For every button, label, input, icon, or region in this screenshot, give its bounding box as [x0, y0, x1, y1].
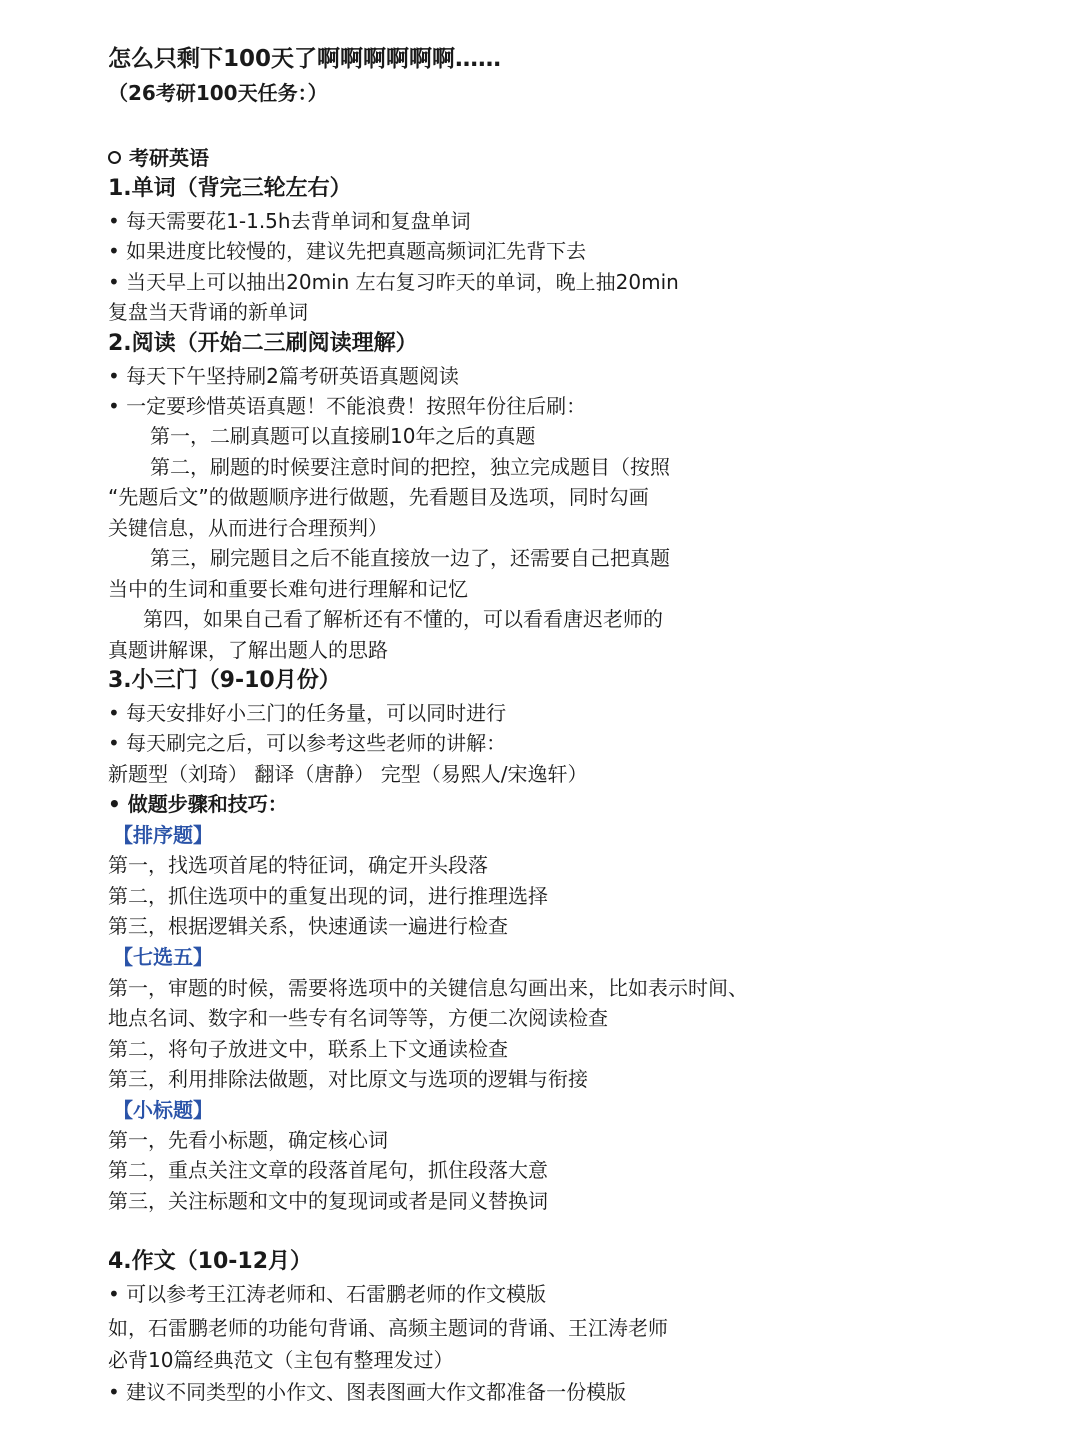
text-line: “先题后文”的做题顺序进行做题，先看题目及选项，同时勾画 — [108, 485, 649, 509]
text-line: 第一，审题的时候，需要将选项中的关键信息勾画出来，比如表示时间、 — [108, 976, 748, 1000]
text-line: 第三，关注标题和文中的复现词或者是同义替换词 — [108, 1189, 548, 1213]
heading-minor-sections: 3.小三门（9-10月份） — [108, 668, 341, 693]
text-line: 新题型（刘琦） 翻译（唐静） 完型（易熙人/宋逸轩） — [108, 762, 588, 786]
tag-seven-choose-five: 【七选五】 — [113, 945, 213, 969]
text-line: 第三，刷完题目之后不能直接放一边了，还需要自己把真题 — [150, 546, 670, 570]
text-line: 第三，利用排除法做题，对比原文与选项的逻辑与衔接 — [108, 1067, 588, 1091]
tag-subtitles: 【小标题】 — [113, 1098, 213, 1122]
text-line: 当中的生词和重要长难句进行理解和记忆 — [108, 577, 468, 601]
bullet-line: • 如果进度比较慢的，建议先把真题高频词汇先背下去 — [108, 239, 587, 263]
text-line: 第一，先看小标题，确定核心词 — [108, 1128, 388, 1152]
text-line: 真题讲解课，了解出题人的思路 — [108, 638, 388, 662]
bullet-line: • 每天安排好小三门的任务量，可以同时进行 — [108, 701, 507, 725]
text-line: 地点名词、数字和一些专有名词等等，方便二次阅读检查 — [108, 1006, 608, 1030]
bullet-line: • 每天需要花1-1.5h去背单词和复盘单词 — [108, 209, 471, 233]
text-line: 第二，抓住选项中的重复出现的词，进行推理选择 — [108, 884, 548, 908]
section-heading-text: 考研英语 — [129, 146, 209, 170]
section-heading — [108, 143, 209, 173]
bullet-line: • 建议不同类型的小作文、图表图画大作文都准备一份模版 — [108, 1380, 627, 1404]
heading-reading: 2.阅读（开始二三刷阅读理解） — [108, 331, 418, 356]
bullet-line: • 每天下午坚持刷2篇考研英语真题阅读 — [108, 364, 459, 388]
text-line: 第三，根据逻辑关系，快速通读一遍进行检查 — [108, 914, 508, 938]
text-line: 关键信息，从而进行合理预判） — [108, 516, 388, 540]
text-line: 第二，重点关注文章的段落首尾句，抓住段落大意 — [108, 1158, 548, 1182]
heading-writing: 4.作文（10-12月） — [108, 1249, 313, 1274]
bullet-line: • 每天刷完之后，可以参考这些老师的讲解： — [108, 731, 507, 755]
bullet-line: • 做题步骤和技巧： — [108, 792, 288, 816]
text-line: 第四，如果自己看了解析还有不懂的，可以看看唐迟老师的 — [143, 607, 663, 631]
tag-ordering: 【排序题】 — [113, 823, 213, 847]
circle-icon — [108, 151, 121, 164]
text-line: 第二，将句子放进文中，联系上下文通读检查 — [108, 1037, 508, 1061]
text-line: 复盘当天背诵的新单词 — [108, 300, 308, 324]
text-line: 必背10篇经典范文（主包有整理发过） — [108, 1348, 454, 1372]
text-line: 第二，刷题的时候要注意时间的把控，独立完成题目（按照 — [150, 455, 670, 479]
bullet-line: • 一定要珍惜英语真题！不能浪费！按照年份往后刷： — [108, 394, 587, 418]
bullet-line: • 可以参考王江涛老师和、石雷鹏老师的作文模版 — [108, 1282, 547, 1306]
text-line: 如，石雷鹏老师的功能句背诵、高频主题词的背诵、王江涛老师 — [108, 1316, 668, 1340]
page-title: 怎么只剩下100天了啊啊啊啊啊啊…… — [108, 46, 502, 72]
page-subtitle: （26考研100天任务：） — [108, 81, 328, 105]
bullet-line: • 当天早上可以抽出20min 左右复习昨天的单词，晚上抽20min — [108, 270, 679, 294]
text-line: 第一，找选项首尾的特征词，确定开头段落 — [108, 853, 488, 877]
text-line: 第一，二刷真题可以直接刷10年之后的真题 — [150, 424, 536, 448]
heading-vocabulary: 1.单词（背完三轮左右） — [108, 176, 352, 201]
